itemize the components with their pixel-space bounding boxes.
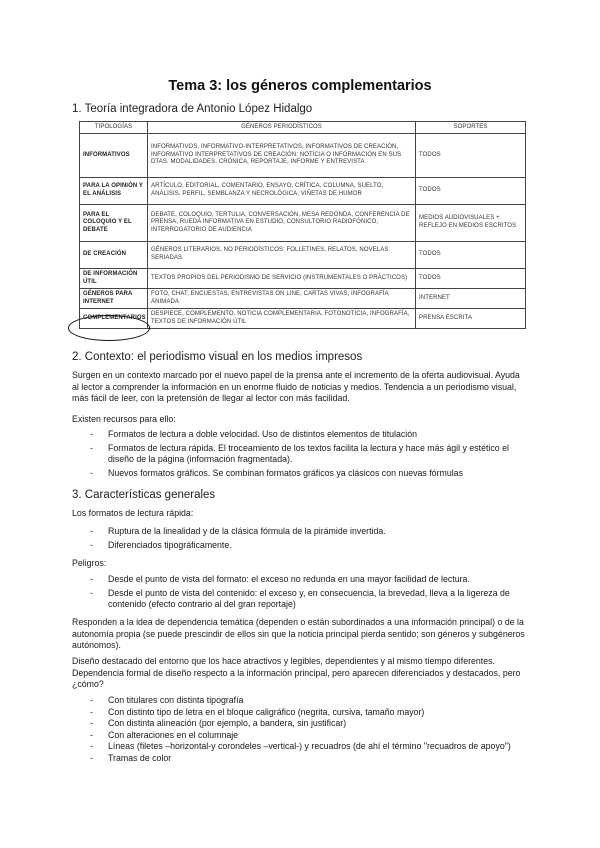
- list-item: - Desde el punto de vista del formato: el exceso no redunda en una mayor facilidad de lectura.: [90, 574, 470, 584]
- list-item: - Con titulares con distinta tipografía: [90, 695, 244, 705]
- page-title: Tema 3: los géneros complementarios: [168, 78, 432, 94]
- list-item: - Diferenciados tipográficamente.: [90, 539, 232, 550]
- table-row: [80, 178, 526, 205]
- list-item: - Desde el punto de vista del contenido: el exceso y, en consecuencia, la brevedad, lleva a la ligereza de contenido (efecto contrario al del gran reportaje): [90, 587, 510, 610]
- list-item-text: Con distinto tipo de letra en el bloque caligráfico (negrita, cursiva, tamaño mayor): [108, 706, 425, 717]
- table-cell-soportes: PRENSA ESCRITA: [416, 309, 526, 329]
- table-cell-generos: GÉNEROS LITERARIOS, NO PERIODÍSTICOS: FOLLETINES, RELATOS, NOVELAS SERIADAS: [148, 242, 416, 269]
- table-row: [80, 269, 526, 289]
- list-item: - Con distinta alineación (por ejemplo, a bandera, sin justificar): [90, 718, 347, 729]
- context-paragraph: Surgen en un contexto marcado por el nuevo papel de la prensa ante el incremento de la oferta audiovisual. Ayuda al lector a comprender la información en un enorme fluido de noticias y medios. Tendencia a un periodismo visual, más fácil de leer, con la pretensión de llegar al lector con más facilidad.: [72, 370, 520, 404]
- table-header-row: [80, 122, 526, 134]
- genres-table: [79, 121, 526, 329]
- list-item: - Nuevos formatos gráficos. Se combinan formatos gráficos ya clásicos con nuevas fórmulas: [90, 467, 463, 478]
- list-item-text: Nuevos formatos gráficos. Se combinan formatos gráficos ya clásicos con nuevas fórmulas: [108, 467, 463, 478]
- fast-formats-intro: Los formatos de lectura rápida:: [72, 508, 194, 518]
- list-item: - Con alteraciones en el columnaje: [90, 729, 239, 740]
- table-cell-tipologia: PARA EL COLOQUIO Y EL DEBATE: [80, 205, 148, 242]
- table-cell-generos: DEBATE, COLOQUIO, TERTULIA, CONVERSACIÓN, MESA REDONDA, CONFERENCIA DE PRENSA, RUEDA INFORMATIVA EN ESTUDIO, CONSULTORIO RADIOFÓNICO, INTERROGATORIO DE AUDIENCIA: [148, 205, 416, 242]
- list-item: - Líneas (filetes –horizontal-y corondeles –vertical-) y recuadros (de ahí el término "recuadros de apoyo"): [90, 741, 511, 752]
- list-item-text: Ruptura de la linealidad y de la clásica fórmula de la pirámide invertida.: [108, 526, 386, 536]
- list-item: - Formatos de lectura rápida. El troceamiento de los textos facilita la lectura y hace más ágil y estético el diseño de la página (información fragmentada).: [90, 442, 509, 465]
- list-item-text: Formatos de lectura rápida. El troceamiento de los textos facilita la lectura y hace más ágil y estético el diseño de la página (información fragmentada).: [108, 442, 509, 465]
- section-heading-1: 1. Teoría integradora de Antonio López Hidalgo: [72, 103, 313, 115]
- list-item-text: Tramas de color: [108, 752, 172, 763]
- table-header-cell: SOPORTES: [416, 122, 526, 134]
- list-item-text: Diferenciados tipográficamente.: [108, 539, 232, 550]
- resources-list: [72, 429, 528, 481]
- dangers-list: [72, 574, 528, 613]
- list-item-text: Con alteraciones en el columnaje: [108, 729, 239, 740]
- table-cell-generos: DESPIECE, COMPLEMENTO, NOTICIA COMPLEMENTARIA, FOTONOTICIA, INFOGRAFÍA, TEXTOS DE INFORMACIÓN ÚTIL: [148, 309, 416, 329]
- table-cell-tipologia: GÉNEROS PARA INTERNET: [80, 289, 148, 309]
- table-cell-generos: TEXTOS PROPIOS DEL PERIODISMO DE SERVICIO (INSTRUMENTALES O PRÁCTICOS): [148, 269, 416, 289]
- table-cell-soportes: INTERNET: [416, 289, 526, 309]
- section-heading-3: 3. Características generales: [72, 489, 216, 501]
- list-item-text: Desde el punto de vista del contenido: el exceso y, en consecuencia, la brevedad, lleva a la ligereza de contenido (efecto contrario al del gran reportaje): [108, 587, 510, 610]
- table-cell-tipologia: PARA LA OPINIÓN Y EL ANÁLISIS: [80, 178, 148, 205]
- list-item-text: Con titulares con distinta tipografía: [108, 695, 244, 705]
- dependency-paragraph: Responden a la idea de dependencia temática (dependen o están subordinados a una información principal) o de la autonomía propia (se puede prescindir de ellos sin que la noticia principal pierda sentido; son géneros y subgéneros autónomos).: [72, 617, 525, 651]
- table-cell-soportes: TODOS: [416, 178, 526, 205]
- table-cell-tipologia: DE CREACIÓN: [80, 242, 148, 269]
- list-item: - Tramas de color: [90, 752, 172, 763]
- table-header-cell: GÉNEROS PERIODÍSTICOS: [148, 122, 416, 134]
- table-cell-generos: FOTO, CHAT, ENCUESTAS, ENTREVISTAS ON LINE, CARTAS VIVAS, INFOGRAFÍA ANIMADA: [148, 289, 416, 309]
- list-item-text: Con distinta alineación (por ejemplo, a bandera, sin justificar): [108, 718, 347, 729]
- table-cell-tipologia: COMPLEMENTARIOS: [80, 309, 148, 329]
- list-item-text: Líneas (filetes –horizontal-y corondeles –vertical-) y recuadros (de ahí el término "recuadros de apoyo"): [108, 741, 511, 752]
- list-item-text: Desde el punto de vista del formato: el exceso no redunda en una mayor facilidad de lectura.: [108, 574, 470, 584]
- list-item: - Con distinto tipo de letra en el bloque caligráfico (negrita, cursiva, tamaño mayor): [90, 706, 425, 717]
- design-paragraph: Diseño destacado del entorno que los hace atractivos y legibles, dependientes y al mismo tiempo diferentes. Dependencia formal de diseño respecto a la información principal, pero aparecen diferenciados y destacados, pero ¿cómo?: [72, 656, 521, 690]
- table-cell-soportes: MEDIOS AUDIOVISUALES + REFLEJO EN MEDIOS ESCRITOS: [416, 205, 526, 242]
- table-cell-soportes: TODOS: [416, 269, 526, 289]
- how-list: [72, 695, 528, 765]
- fast-formats-list: [72, 526, 528, 553]
- resources-intro: Existen recursos para ello:: [72, 414, 176, 424]
- list-item: - Ruptura de la linealidad y de la clásica fórmula de la pirámide invertida.: [90, 526, 386, 536]
- table-cell-tipologia: INFORMATIVOS: [80, 134, 148, 178]
- table-row: [80, 134, 526, 178]
- table-cell-tipologia: DE INFORMACIÓN ÚTIL: [80, 269, 148, 289]
- table-row: [80, 289, 526, 309]
- list-item: - Formatos de lectura a doble velocidad. Uso de distintos elementos de titulación: [90, 429, 418, 439]
- table-cell-generos: ARTÍCULO, EDITORIAL, COMENTARIO, ENSAYO, CRÍTICA, COLUMNA, SUELTO, ANÁLISIS, PERFIL, SEMBLANZA Y NECROLÓGICA, VIÑETAS DE HUMOR: [148, 178, 416, 205]
- table-cell-soportes: TODOS: [416, 242, 526, 269]
- table-row: [80, 205, 526, 242]
- table-cell-soportes: TODOS: [416, 134, 526, 178]
- dangers-intro: Peligros:: [72, 558, 107, 568]
- table-cell-generos: INFORMATIVOS, INFORMATIVO-INTERPRETATIVOS, INFORMATIVOS DE CREACIÓN, INFORMATIVO INTERPRETATIVOS DE CREACIÓN: NOTICIA O INFORMACIÓN EN SUS DTAS. MODALIDADES, CRÓNICA, REPORTAJE, INFORME Y ENTREVISTA: [148, 134, 416, 178]
- list-item-text: Formatos de lectura a doble velocidad. Uso de distintos elementos de titulación: [108, 429, 418, 439]
- table-header-cell: TIPOLOGÍAS: [80, 122, 148, 134]
- section-heading-2: 2. Contexto: el periodismo visual en los medios impresos: [72, 351, 363, 363]
- highlight-circle: [68, 315, 150, 341]
- table-row: [80, 242, 526, 269]
